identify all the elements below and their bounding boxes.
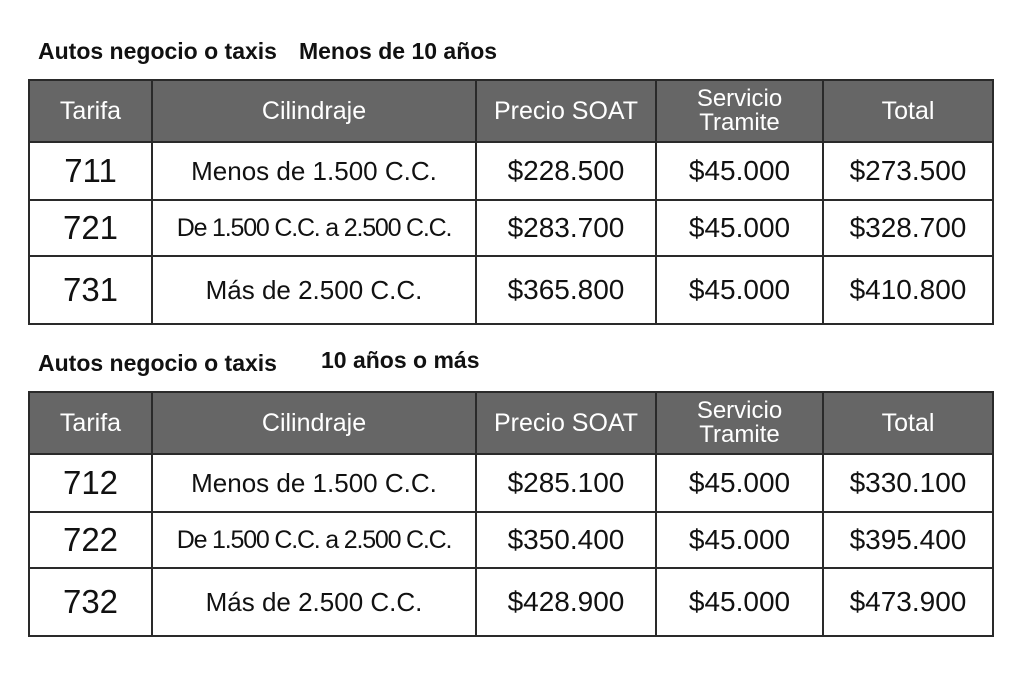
header-tarifa: Tarifa <box>29 80 152 142</box>
cell-servicio: $45.000 <box>656 568 823 636</box>
header-total: Total <box>823 80 993 142</box>
header-cilindraje: Cilindraje <box>152 392 476 454</box>
cell-tarifa: 731 <box>29 256 152 324</box>
header-total: Total <box>823 392 993 454</box>
section-title-10-o-mas <box>38 347 480 377</box>
cell-tarifa: 711 <box>29 142 152 200</box>
cell-servicio: $45.000 <box>656 512 823 568</box>
section-title-category: Autos negocio o taxis <box>38 350 277 376</box>
cell-precio-soat: $350.400 <box>476 512 656 568</box>
header-servicio-line1: Servicio <box>696 85 783 113</box>
cell-total: $473.900 <box>823 568 993 636</box>
cell-precio-soat: $285.100 <box>476 454 656 512</box>
table-row <box>29 512 993 568</box>
table-row <box>29 142 993 200</box>
header-servicio-line2: Tramite <box>699 421 780 448</box>
cell-precio-soat: $228.500 <box>476 142 656 200</box>
header-servicio-tramite <box>656 392 823 454</box>
cell-total: $410.800 <box>823 256 993 324</box>
table-header-row <box>29 80 993 142</box>
cell-cilindraje: De 1.500 C.C. a 2.500 C.C. <box>152 200 476 256</box>
table-row <box>29 568 993 636</box>
header-tarifa: Tarifa <box>29 392 152 454</box>
cell-servicio: $45.000 <box>656 454 823 512</box>
cell-total: $330.100 <box>823 454 993 512</box>
header-servicio-line2: Tramite <box>699 109 780 136</box>
section-title-category: Autos negocio o taxis <box>38 38 277 64</box>
cell-precio-soat: $365.800 <box>476 256 656 324</box>
cell-cilindraje: Más de 2.500 C.C. <box>152 568 476 636</box>
cell-total: $328.700 <box>823 200 993 256</box>
cell-tarifa: 712 <box>29 454 152 512</box>
cell-cilindraje: Menos de 1.500 C.C. <box>152 142 476 200</box>
cell-servicio: $45.000 <box>656 256 823 324</box>
section-title-menos-10 <box>38 38 497 65</box>
cell-cilindraje: De 1.500 C.C. a 2.500 C.C. <box>152 512 476 568</box>
cell-tarifa: 721 <box>29 200 152 256</box>
header-precio-soat: Precio SOAT <box>476 392 656 454</box>
cell-total: $395.400 <box>823 512 993 568</box>
section-title-age: Menos de 10 años <box>298 38 498 64</box>
cell-precio-soat: $283.700 <box>476 200 656 256</box>
section-title-age: 10 años o más <box>320 347 480 373</box>
cell-servicio: $45.000 <box>656 142 823 200</box>
header-servicio-line1: Servicio <box>696 397 783 425</box>
cell-servicio: $45.000 <box>656 200 823 256</box>
header-servicio-tramite <box>656 80 823 142</box>
table-row <box>29 256 993 324</box>
cell-tarifa: 732 <box>29 568 152 636</box>
table-header-row <box>29 392 993 454</box>
rates-table-10-o-mas <box>28 391 994 637</box>
table-row <box>29 454 993 512</box>
header-precio-soat: Precio SOAT <box>476 80 656 142</box>
cell-cilindraje: Menos de 1.500 C.C. <box>152 454 476 512</box>
header-cilindraje: Cilindraje <box>152 80 476 142</box>
cell-cilindraje: Más de 2.500 C.C. <box>152 256 476 324</box>
rates-table-menos-10 <box>28 79 994 325</box>
table-row <box>29 200 993 256</box>
cell-total: $273.500 <box>823 142 993 200</box>
cell-tarifa: 722 <box>29 512 152 568</box>
cell-precio-soat: $428.900 <box>476 568 656 636</box>
